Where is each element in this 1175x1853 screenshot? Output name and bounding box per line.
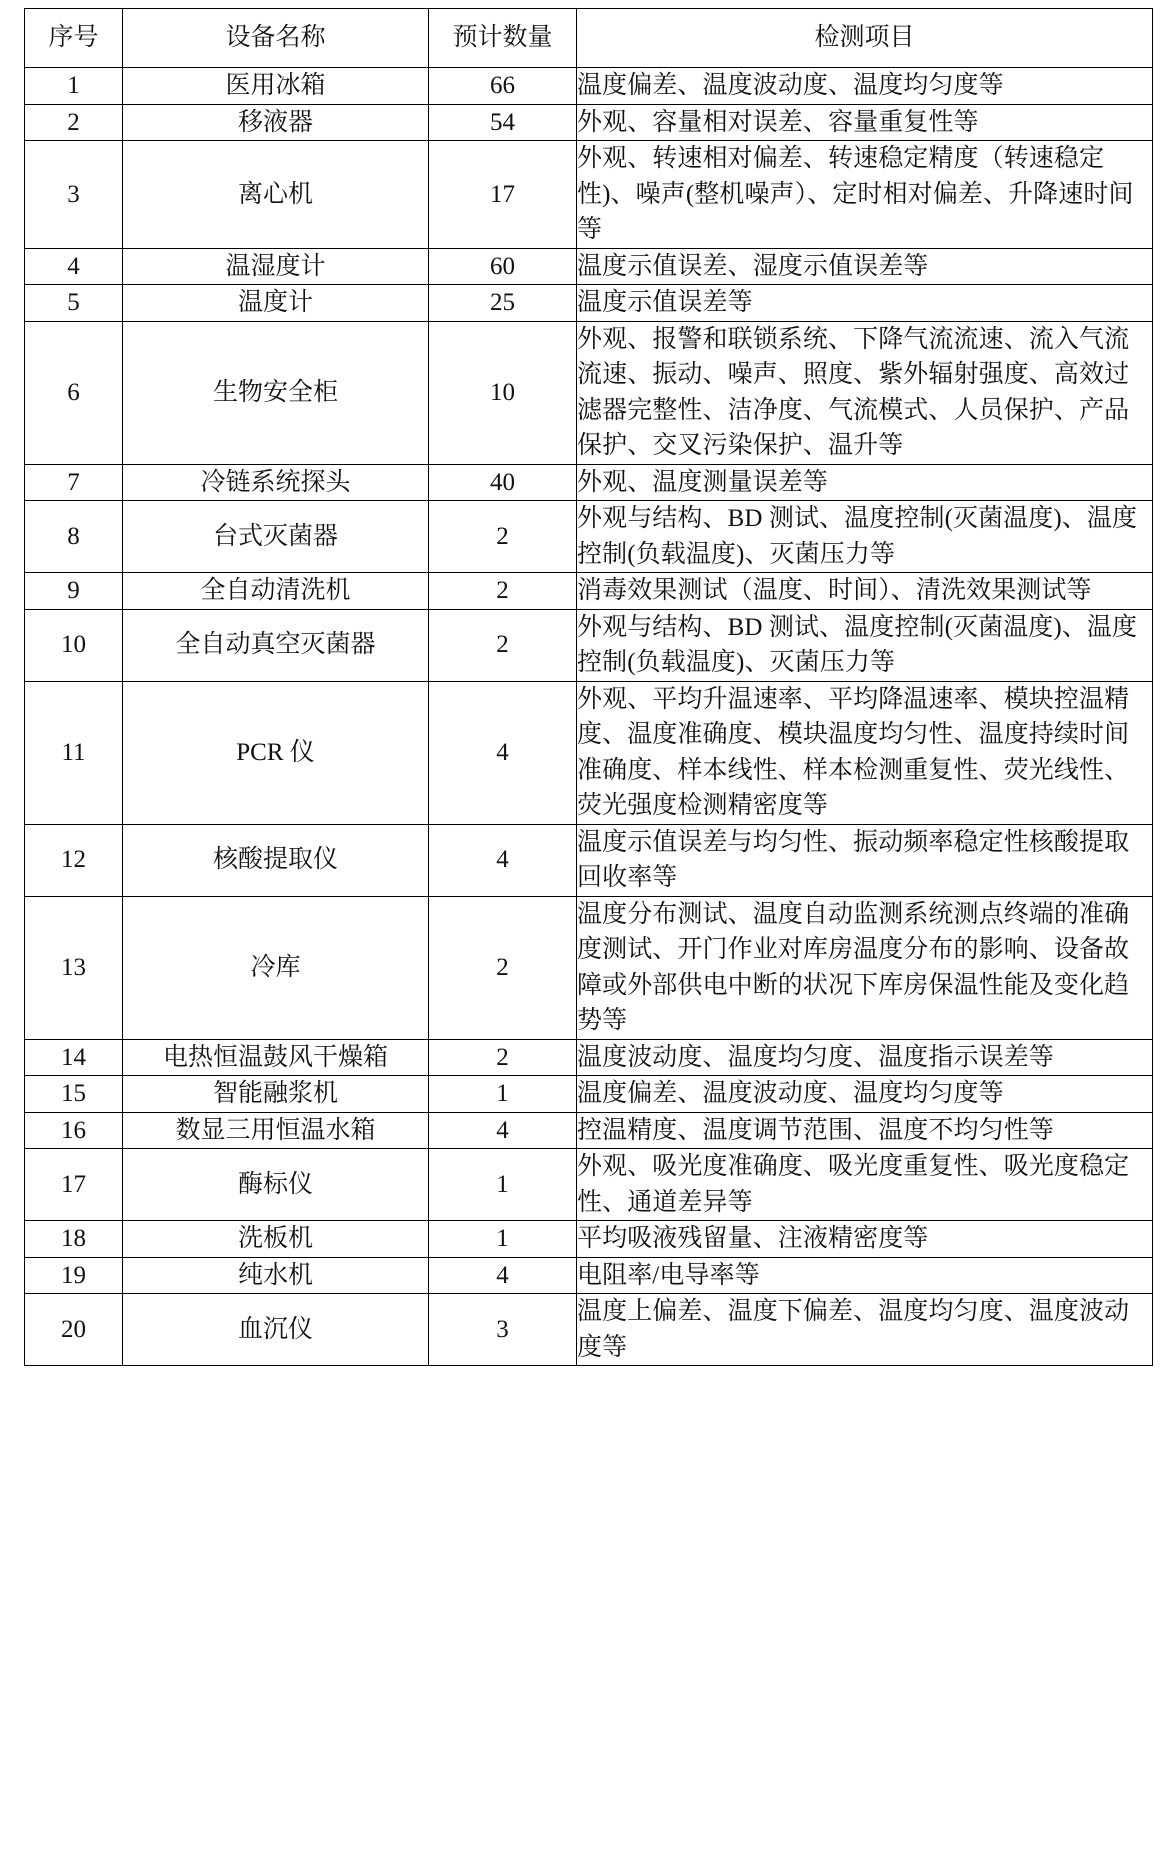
cell-sequence: 8 bbox=[25, 501, 123, 573]
cell-equipment-name: 冷链系统探头 bbox=[123, 464, 429, 501]
table-row bbox=[25, 104, 1153, 141]
cell-inspection-items: 控温精度、温度调节范围、温度不均匀性等 bbox=[577, 1112, 1153, 1149]
cell-equipment-name: 血沉仪 bbox=[123, 1294, 429, 1366]
cell-sequence: 1 bbox=[25, 68, 123, 105]
cell-inspection-items: 外观、平均升温速率、平均降温速率、模块控温精度、温度准确度、模块温度均匀性、温度持续时间准确度、样本线性、样本检测重复性、荧光线性、荧光强度检测精密度等 bbox=[577, 681, 1153, 824]
table-row bbox=[25, 464, 1153, 501]
table-row bbox=[25, 1221, 1153, 1258]
equipment-inspection-table bbox=[24, 8, 1153, 1366]
cell-estimated-quantity: 1 bbox=[429, 1076, 577, 1113]
cell-equipment-name: 移液器 bbox=[123, 104, 429, 141]
cell-equipment-name: 温度计 bbox=[123, 285, 429, 322]
table-row bbox=[25, 609, 1153, 681]
table-row bbox=[25, 1149, 1153, 1221]
cell-inspection-items: 温度偏差、温度波动度、温度均匀度等 bbox=[577, 68, 1153, 105]
cell-inspection-items: 外观与结构、BD 测试、温度控制(灭菌温度)、温度控制(负载温度)、灭菌压力等 bbox=[577, 609, 1153, 681]
cell-sequence: 20 bbox=[25, 1294, 123, 1366]
cell-estimated-quantity: 66 bbox=[429, 68, 577, 105]
cell-sequence: 15 bbox=[25, 1076, 123, 1113]
table-row bbox=[25, 824, 1153, 896]
cell-equipment-name: 酶标仪 bbox=[123, 1149, 429, 1221]
table-row bbox=[25, 896, 1153, 1039]
table-header bbox=[25, 9, 1153, 68]
table-body bbox=[25, 68, 1153, 1366]
cell-sequence: 10 bbox=[25, 609, 123, 681]
cell-estimated-quantity: 2 bbox=[429, 501, 577, 573]
cell-estimated-quantity: 4 bbox=[429, 1257, 577, 1294]
cell-equipment-name: 冷库 bbox=[123, 896, 429, 1039]
cell-estimated-quantity: 2 bbox=[429, 896, 577, 1039]
column-header-equipment-name: 设备名称 bbox=[123, 9, 429, 68]
cell-inspection-items: 温度示值误差、湿度示值误差等 bbox=[577, 248, 1153, 285]
table-row bbox=[25, 285, 1153, 322]
cell-estimated-quantity: 2 bbox=[429, 1039, 577, 1076]
cell-estimated-quantity: 60 bbox=[429, 248, 577, 285]
cell-estimated-quantity: 4 bbox=[429, 1112, 577, 1149]
cell-sequence: 7 bbox=[25, 464, 123, 501]
cell-estimated-quantity: 17 bbox=[429, 141, 577, 249]
cell-equipment-name: 温湿度计 bbox=[123, 248, 429, 285]
cell-sequence: 19 bbox=[25, 1257, 123, 1294]
cell-estimated-quantity: 54 bbox=[429, 104, 577, 141]
cell-equipment-name: 电热恒温鼓风干燥箱 bbox=[123, 1039, 429, 1076]
cell-equipment-name: 离心机 bbox=[123, 141, 429, 249]
cell-inspection-items: 消毒效果测试（温度、时间）、清洗效果测试等 bbox=[577, 573, 1153, 610]
cell-equipment-name: 纯水机 bbox=[123, 1257, 429, 1294]
table-row bbox=[25, 248, 1153, 285]
table-row bbox=[25, 321, 1153, 464]
cell-inspection-items: 温度分布测试、温度自动监测系统测点终端的准确度测试、开门作业对库房温度分布的影响、设备故障或外部供电中断的状况下库房保温性能及变化趋势等 bbox=[577, 896, 1153, 1039]
cell-sequence: 13 bbox=[25, 896, 123, 1039]
cell-estimated-quantity: 2 bbox=[429, 609, 577, 681]
table-row bbox=[25, 501, 1153, 573]
cell-inspection-items: 外观、温度测量误差等 bbox=[577, 464, 1153, 501]
cell-equipment-name: 数显三用恒温水箱 bbox=[123, 1112, 429, 1149]
cell-equipment-name: 台式灭菌器 bbox=[123, 501, 429, 573]
cell-sequence: 2 bbox=[25, 104, 123, 141]
cell-sequence: 14 bbox=[25, 1039, 123, 1076]
cell-inspection-items: 温度示值误差与均匀性、振动频率稳定性核酸提取回收率等 bbox=[577, 824, 1153, 896]
cell-sequence: 17 bbox=[25, 1149, 123, 1221]
table-row bbox=[25, 681, 1153, 824]
cell-inspection-items: 温度上偏差、温度下偏差、温度均匀度、温度波动度等 bbox=[577, 1294, 1153, 1366]
cell-estimated-quantity: 1 bbox=[429, 1149, 577, 1221]
column-header-inspection-items: 检测项目 bbox=[577, 9, 1153, 68]
cell-sequence: 5 bbox=[25, 285, 123, 322]
table-row bbox=[25, 1294, 1153, 1366]
cell-inspection-items: 外观、转速相对偏差、转速稳定精度（转速稳定性)、噪声(整机噪声）、定时相对偏差、升降速时间等 bbox=[577, 141, 1153, 249]
cell-estimated-quantity: 1 bbox=[429, 1221, 577, 1258]
cell-equipment-name: 生物安全柜 bbox=[123, 321, 429, 464]
table-row bbox=[25, 573, 1153, 610]
cell-equipment-name: 医用冰箱 bbox=[123, 68, 429, 105]
cell-inspection-items: 温度偏差、温度波动度、温度均匀度等 bbox=[577, 1076, 1153, 1113]
cell-equipment-name: 全自动清洗机 bbox=[123, 573, 429, 610]
cell-estimated-quantity: 25 bbox=[429, 285, 577, 322]
cell-estimated-quantity: 2 bbox=[429, 573, 577, 610]
cell-sequence: 18 bbox=[25, 1221, 123, 1258]
cell-estimated-quantity: 4 bbox=[429, 681, 577, 824]
table-row bbox=[25, 141, 1153, 249]
cell-estimated-quantity: 3 bbox=[429, 1294, 577, 1366]
cell-sequence: 4 bbox=[25, 248, 123, 285]
cell-inspection-items: 外观、吸光度准确度、吸光度重复性、吸光度稳定性、通道差异等 bbox=[577, 1149, 1153, 1221]
cell-estimated-quantity: 4 bbox=[429, 824, 577, 896]
cell-inspection-items: 平均吸液残留量、注液精密度等 bbox=[577, 1221, 1153, 1258]
table-row bbox=[25, 1076, 1153, 1113]
table-header-row bbox=[25, 9, 1153, 68]
cell-estimated-quantity: 10 bbox=[429, 321, 577, 464]
cell-inspection-items: 电阻率/电导率等 bbox=[577, 1257, 1153, 1294]
cell-inspection-items: 外观与结构、BD 测试、温度控制(灭菌温度)、温度控制(负载温度)、灭菌压力等 bbox=[577, 501, 1153, 573]
table-row bbox=[25, 1039, 1153, 1076]
cell-equipment-name: 核酸提取仪 bbox=[123, 824, 429, 896]
cell-sequence: 3 bbox=[25, 141, 123, 249]
cell-equipment-name: 全自动真空灭菌器 bbox=[123, 609, 429, 681]
cell-equipment-name: 智能融浆机 bbox=[123, 1076, 429, 1113]
cell-sequence: 11 bbox=[25, 681, 123, 824]
cell-inspection-items: 外观、容量相对误差、容量重复性等 bbox=[577, 104, 1153, 141]
table-row bbox=[25, 68, 1153, 105]
cell-equipment-name: 洗板机 bbox=[123, 1221, 429, 1258]
cell-inspection-items: 外观、报警和联锁系统、下降气流流速、流入气流流速、振动、噪声、照度、紫外辐射强度、高效过滤器完整性、洁净度、气流模式、人员保护、产品保护、交叉污染保护、温升等 bbox=[577, 321, 1153, 464]
cell-inspection-items: 温度示值误差等 bbox=[577, 285, 1153, 322]
cell-sequence: 6 bbox=[25, 321, 123, 464]
cell-sequence: 16 bbox=[25, 1112, 123, 1149]
cell-equipment-name: PCR 仪 bbox=[123, 681, 429, 824]
cell-sequence: 9 bbox=[25, 573, 123, 610]
column-header-sequence: 序号 bbox=[25, 9, 123, 68]
cell-estimated-quantity: 40 bbox=[429, 464, 577, 501]
table-row bbox=[25, 1112, 1153, 1149]
column-header-estimated-quantity: 预计数量 bbox=[429, 9, 577, 68]
cell-sequence: 12 bbox=[25, 824, 123, 896]
cell-inspection-items: 温度波动度、温度均匀度、温度指示误差等 bbox=[577, 1039, 1153, 1076]
table-row bbox=[25, 1257, 1153, 1294]
